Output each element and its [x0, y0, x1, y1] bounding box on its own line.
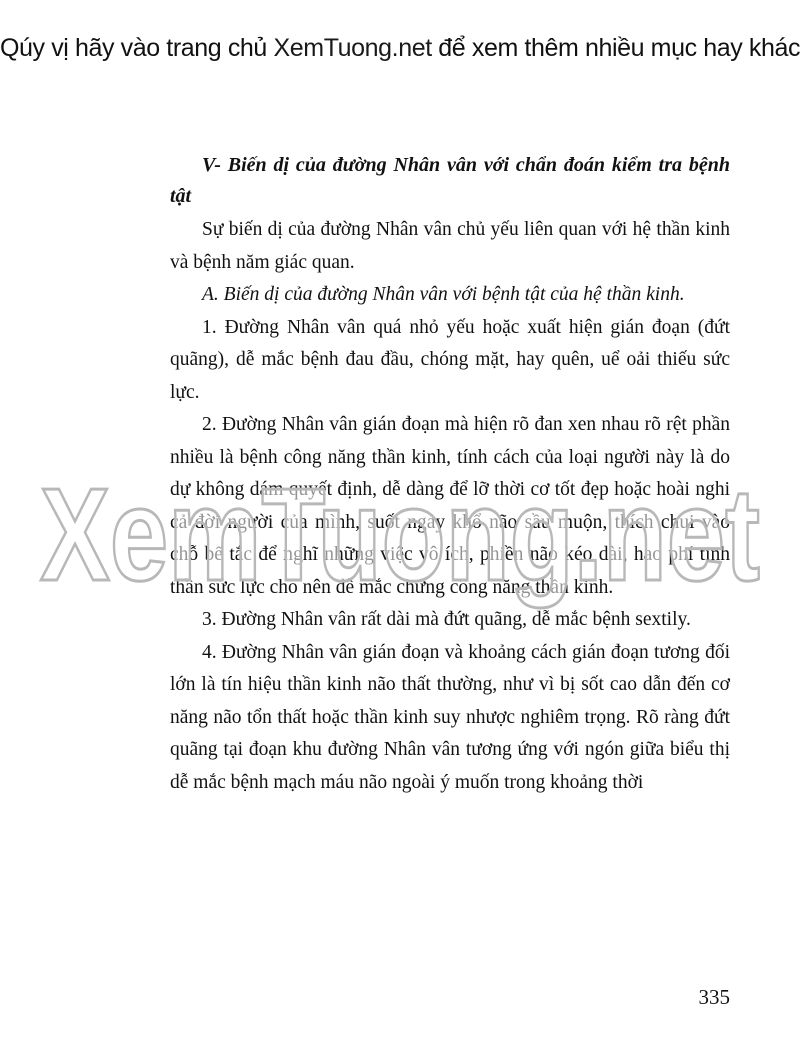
list-item-4: 4. Đường Nhân vân gián đoạn và khoảng cách gián đoạn tương đối lớn là tín hiệu thần kinh não thất thường, như vì bị sốt cao dẫn đến cơ năng não tổn thất hoặc thần kinh suy nhược nghiêm trọng. Rõ ràng đứt quãng tại đoạn khu đường Nhân vân tương ứng với ngón giữa biểu thị dễ mắc bệnh mạch máu não ngoài ý muốn trong khoảng thời	[170, 641, 730, 793]
list-item-2: 2. Đường Nhân vân gián đoạn mà hiện rõ đan xen nhau rõ rệt phần nhiều là bệnh công năng thần kinh, tính cách của loại người này là do dự không dám quyết định, dễ dàng để lỡ thời cơ tốt đẹp hoặc hoài nghi cả đời người của mình, suốt ngày khổ não sầu muộn, thích chui vào chỗ bế tắc để nghĩ những việc vô ích, phiền não kéo dài, hao phí tinh thần sức lực cho nên dễ mắc chứng công năng thần kinh.	[170, 414, 730, 598]
section-heading: V- Biến dị của đường Nhân vân với chẩn đoán kiểm tra bệnh tật	[170, 154, 730, 207]
list-item-3: 3. Đường Nhân vân rất dài mà đứt quãng, dễ mắc bệnh sextily.	[202, 609, 691, 630]
banner-suffix: để xem thêm nhiều mục hay khác	[431, 34, 800, 62]
subsection-heading: A. Biến dị của đường Nhân vân với bệnh tật của hệ thần kinh.	[202, 284, 685, 305]
site-banner	[0, 34, 800, 63]
page-number: 335	[698, 985, 730, 1009]
banner-prefix: Qúy vị hãy vào trang chủ	[0, 34, 274, 62]
list-item-1: 1. Đường Nhân vân quá nhỏ yếu hoặc xuất hiện gián đoạn (đứt quãng), dễ mắc bệnh đau đầu, chóng mặt, hay quên, uể oải thiếu sức lực.	[170, 316, 730, 403]
svg-text:XemTuong.net: XemTuong.net	[40, 461, 760, 608]
intro-paragraph: Sự biến dị của đường Nhân vân chủ yếu liên quan với hệ thần kinh và bệnh năm giác quan.	[170, 219, 730, 273]
page-body	[170, 150, 730, 799]
banner-brand-link[interactable]: XemTuong.net	[273, 34, 432, 62]
